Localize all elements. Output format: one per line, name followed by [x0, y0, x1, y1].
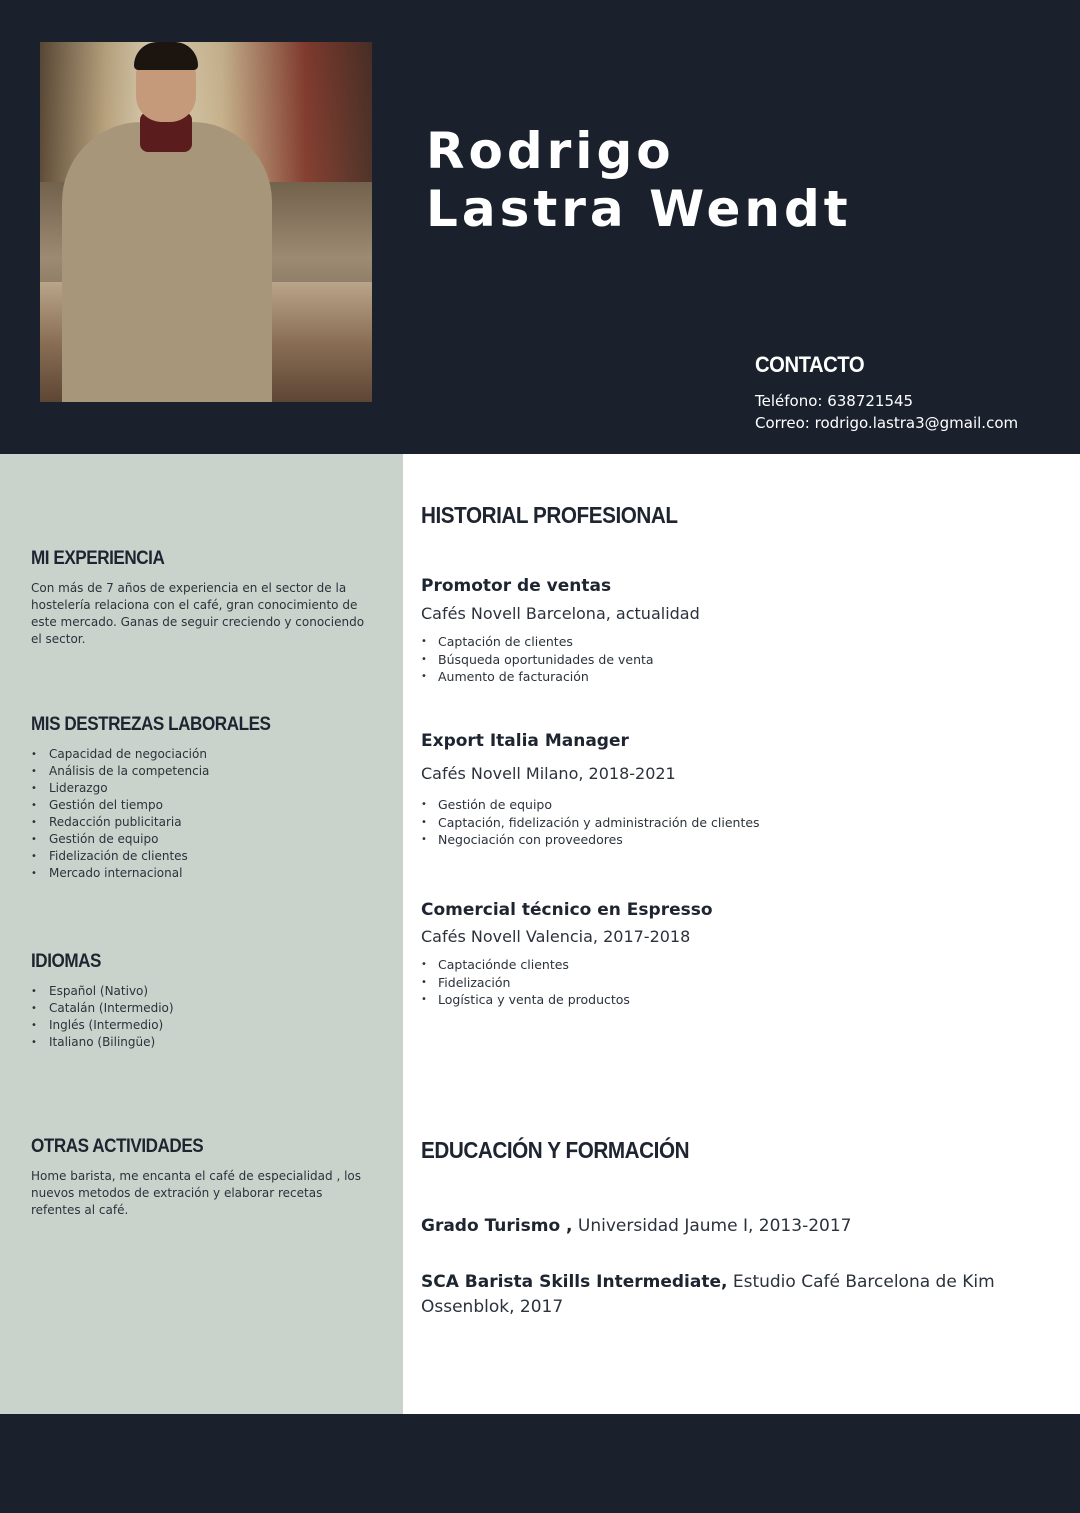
job-entry: [421, 576, 1041, 686]
job-tasks: [421, 796, 1041, 849]
list-item: • Mercado internacional: [31, 865, 371, 882]
list-item: • Gestión de equipo: [31, 831, 371, 848]
name-last: Lastra Wendt: [426, 180, 852, 238]
list-item: • Negociación con proveedores: [421, 831, 1041, 849]
photo-person-coat: [62, 122, 272, 402]
sidebar: [0, 454, 403, 1414]
history-title: HISTORIAL PROFESIONAL: [421, 502, 678, 528]
other-activities-text: Home barista, me encanta el café de especialidad , los nuevos metodos de extración y elaborar recetas refentes al café.: [31, 1169, 361, 1217]
languages-section: [31, 951, 371, 1051]
education-degree: SCA Barista Skills Intermediate,: [421, 1272, 728, 1292]
photo-person-hair: [134, 42, 198, 70]
skills-list: [31, 746, 371, 882]
contact-title: CONTACTO: [755, 352, 865, 377]
job-entry: [421, 900, 1041, 1009]
list-item: • Gestión del tiempo: [31, 797, 371, 814]
list-item: • Fidelización de clientes: [31, 848, 371, 865]
job-company: Cafés Novell Milano, 2018-2021: [421, 764, 676, 783]
list-item: • Catalán (Intermedio): [31, 1000, 371, 1017]
languages-title: IDIOMAS: [31, 951, 102, 972]
education-entry: [421, 1270, 1041, 1320]
experience-section: [31, 548, 371, 648]
job-role: Promotor de ventas: [421, 576, 612, 596]
contact-email: Correo: rodrigo.lastra3@gmail.com: [755, 414, 1019, 432]
list-item: • Captación, fidelización y administración de clientes: [421, 814, 1041, 832]
list-item: • Logística y venta de productos: [421, 991, 1041, 1009]
other-activities-title: OTRAS ACTIVIDADES: [31, 1136, 204, 1157]
job-tasks: [421, 633, 1041, 686]
job-company: Cafés Novell Valencia, 2017-2018: [421, 927, 691, 946]
footer-banner: [0, 1414, 1080, 1513]
experience-text: Con más de 7 años de experiencia en el sector de la hostelería relaciona con el café, gran conocimiento de este mercado. Ganas de seguir creciendo y conociendo el sector.: [31, 581, 365, 646]
experience-title: MI EXPERIENCIA: [31, 548, 165, 569]
list-item: • Captación de clientes: [421, 633, 1041, 651]
job-company: Cafés Novell Barcelona, actualidad: [421, 604, 700, 623]
list-item: • Aumento de facturación: [421, 668, 1041, 686]
contact-phone: Teléfono: 638721545: [755, 392, 914, 410]
education-detail: Universidad Jaume I, 2013-2017: [572, 1216, 852, 1236]
list-item: • Italiano (Bilingüe): [31, 1034, 371, 1051]
other-activities-section: [31, 1136, 371, 1219]
list-item: • Capacidad de negociación: [31, 746, 371, 763]
name-first: Rodrigo: [426, 122, 675, 180]
job-entry: [421, 731, 1041, 849]
main-content: [403, 454, 1080, 1414]
list-item: • Redacción publicitaria: [31, 814, 371, 831]
education-title: EDUCACIÓN Y FORMACIÓN: [421, 1137, 690, 1163]
education-entry: [421, 1214, 1041, 1239]
list-item: • Análisis de la competencia: [31, 763, 371, 780]
education-detail: Estudio Café Barcelona de Kim Ossenblok, 2017: [421, 1272, 995, 1317]
list-item: • Español (Nativo): [31, 983, 371, 1000]
list-item: • Inglés (Intermedio): [31, 1017, 371, 1034]
languages-list: [31, 983, 371, 1051]
list-item: • Captaciónde clientes: [421, 956, 1041, 974]
list-item: • Gestión de equipo: [421, 796, 1041, 814]
education-degree: Grado Turismo ,: [421, 1216, 573, 1236]
profile-photo: [40, 42, 372, 402]
contact-section: [755, 352, 1065, 434]
job-tasks: [421, 956, 1041, 1009]
header-banner: [0, 0, 1080, 454]
list-item: • Liderazgo: [31, 780, 371, 797]
skills-title: MIS DESTREZAS LABORALES: [31, 714, 271, 735]
full-name: [426, 122, 1026, 238]
list-item: • Búsqueda oportunidades de venta: [421, 651, 1041, 669]
job-role: Comercial técnico en Espresso: [421, 900, 713, 920]
list-item: • Fidelización: [421, 974, 1041, 992]
skills-section: [31, 714, 371, 882]
job-role: Export Italia Manager: [421, 731, 629, 751]
